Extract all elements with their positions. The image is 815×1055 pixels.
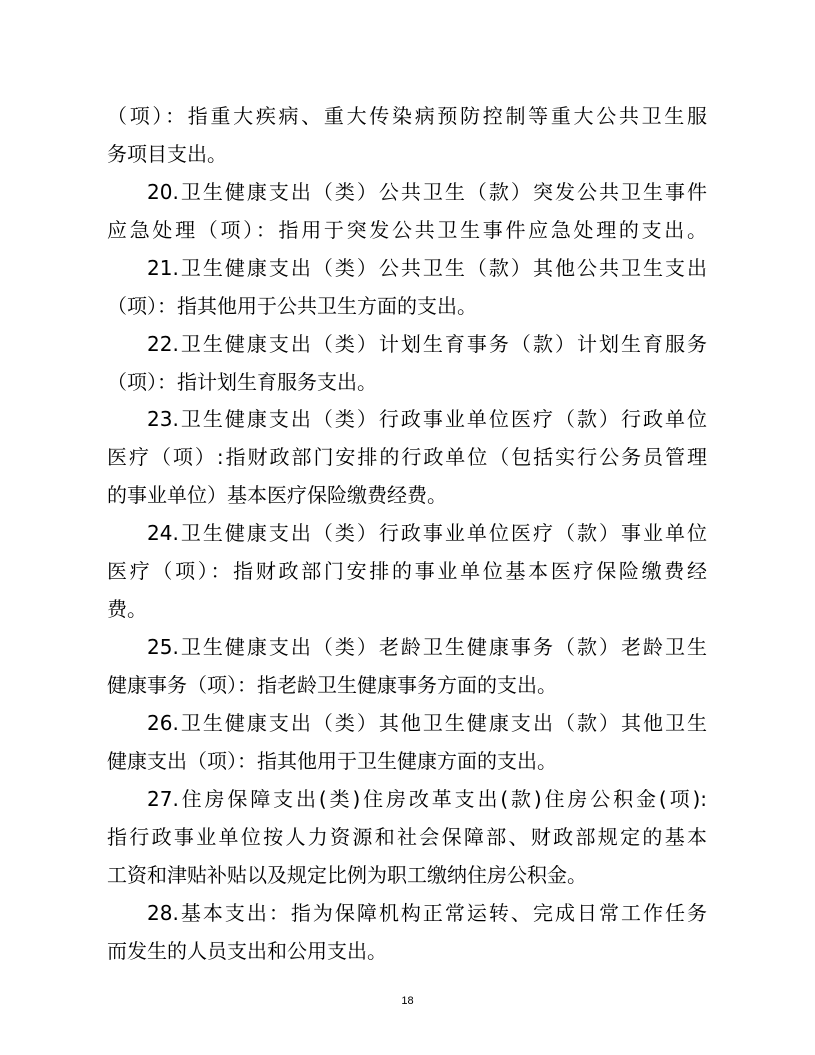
text-line: 应急处理（项）：指用于突发公共卫生事件应急处理的支出。 (107, 218, 707, 242)
text-line: 27.住房保障支出(类)住房改革支出(款)住房公积金(项): (147, 787, 707, 811)
text-line: 医疗（项）：指财政部门安排的事业单位基本医疗保险缴费经 (107, 559, 707, 583)
text-line: 健康支出（项）：指其他用于卫生健康方面的支出。 (107, 749, 557, 773)
text-line: （项）：指其他用于公共卫生方面的支出。 (107, 294, 477, 318)
text-line: 20.卫生健康支出（类）公共卫生（款）突发公共卫生事件 (147, 180, 707, 204)
text-line: 23.卫生健康支出（类）行政事业单位医疗（款）行政单位 (147, 407, 707, 431)
text-line: 指行政事业单位按人力资源和社会保障部、财政部规定的基本 (107, 825, 707, 849)
text-line: 而发生的人员支出和公用支出。 (107, 939, 387, 963)
text-line: 的事业单位）基本医疗保险缴费经费。 (107, 483, 447, 507)
text-line: 费。 (107, 597, 147, 621)
text-line: 24.卫生健康支出（类）行政事业单位医疗（款）事业单位 (147, 521, 707, 545)
page-number: 18 (401, 995, 414, 1007)
text-line: （项）：指计划生育服务支出。 (107, 370, 377, 394)
text-line: 工资和津贴补贴以及规定比例为职工缴纳住房公积金。 (107, 863, 587, 887)
text-line: 25.卫生健康支出（类）老龄卫生健康事务（款）老龄卫生 (147, 635, 707, 659)
text-line: 26.卫生健康支出（类）其他卫生健康支出（款）其他卫生 (147, 711, 707, 735)
text-line: 22.卫生健康支出（类）计划生育事务（款）计划生育服务 (147, 332, 707, 356)
text-line: （项）：指重大疾病、重大传染病预防控制等重大公共卫生服 (107, 104, 707, 128)
text-line: 医疗（项）:指财政部门安排的行政单位（包括实行公务员管理 (107, 445, 707, 469)
text-line: 21.卫生健康支出（类）公共卫生（款）其他公共卫生支出 (147, 256, 707, 280)
text-line: 健康事务（项）：指老龄卫生健康事务方面的支出。 (107, 673, 557, 697)
text-line: 务项目支出。 (107, 142, 227, 166)
text-line: 28.基本支出：指为保障机构正常运转、完成日常工作任务 (147, 901, 707, 925)
